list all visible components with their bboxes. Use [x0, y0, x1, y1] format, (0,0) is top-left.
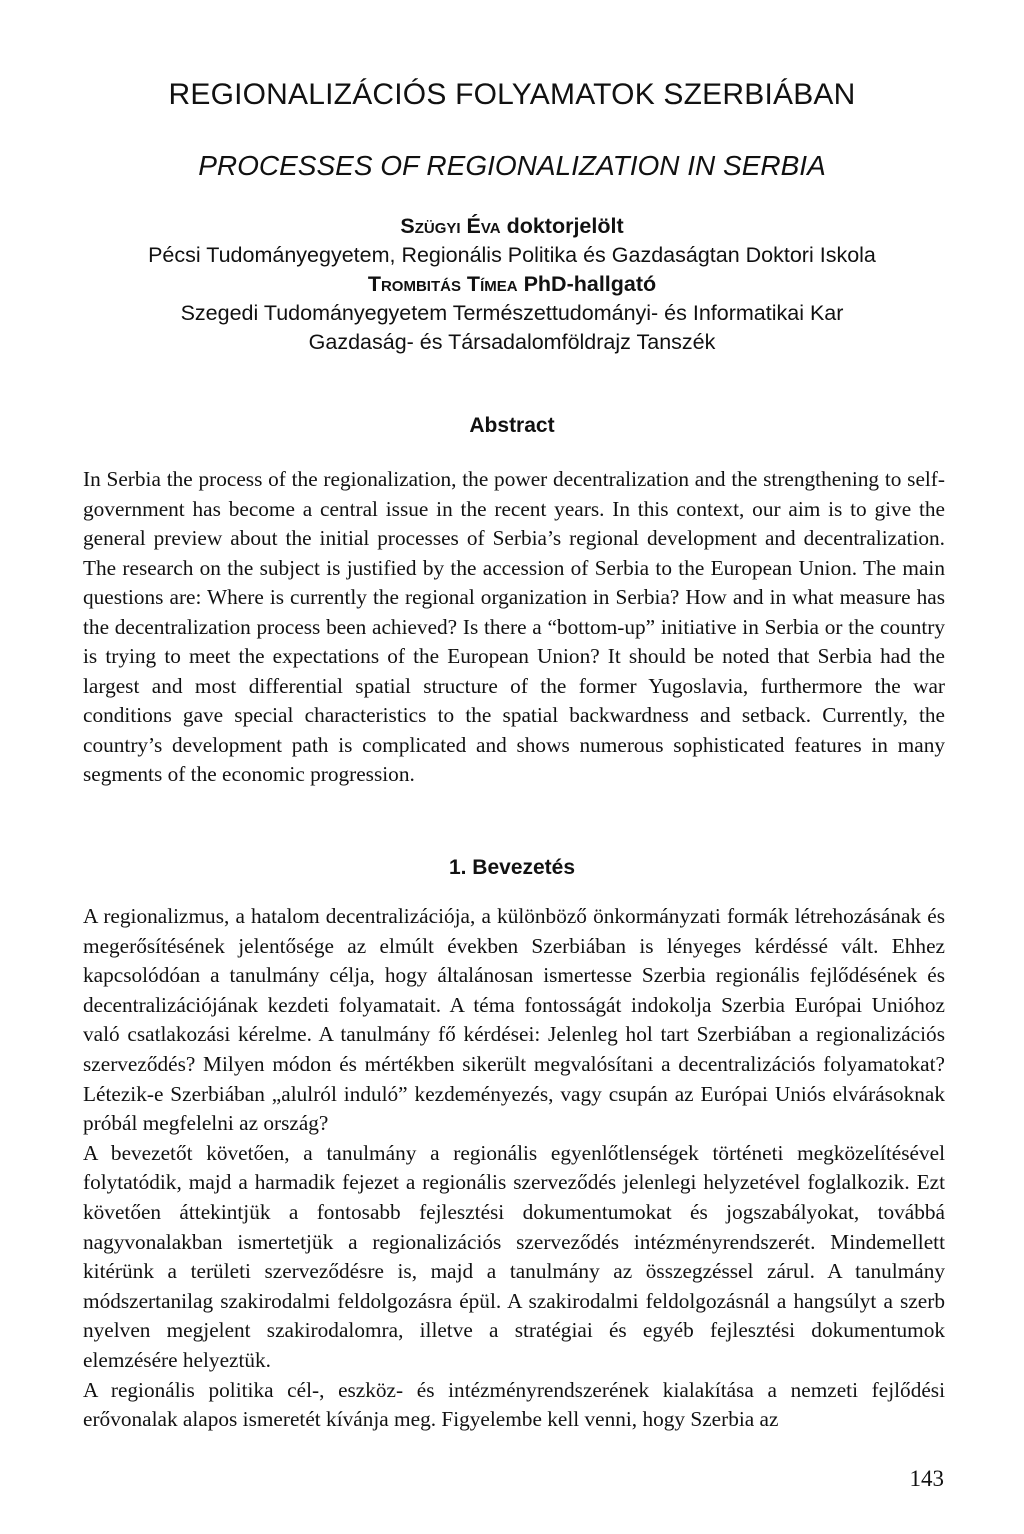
section-heading: 1. Bevezetés — [448, 856, 576, 879]
abstract-text: In Serbia the process of the regionalization, the power decentralization and the strengthening to self-government has become a central issue in the recent years. In this context, our aim is to give the general preview about the initial processes of Serbia’s regional development and decentralization. The research on the subject is justified by the accession of Serbia to the European Union. The main questions are: Where is currently the regional organization in Serbia? How and in what measure has the decentralization process been achieved? Is there a “bottom-up” initiative in Serbia or the country is trying to meet the expectations of the European Union? It should be noted that Serbia had the largest and most differential spatial structure of the former Yugoslavia, furthermore the war conditions gave special characteristics to the spatial backwardness and setback. Currently, the country’s development path is complicated and shows numerous sophisticated features in many segments of the economic progression. — [83, 467, 945, 786]
author2-line — [0, 270, 1024, 299]
author2-role: PhD-hallgató — [523, 272, 657, 296]
author2-affiliation-line1: Szegedi Tudományegyetem Természettudományi- és Informatikai Kar — [180, 301, 844, 325]
title-hungarian: REGIONALIZÁCIÓS FOLYAMATOK SZERBIÁBAN — [168, 78, 856, 111]
author2-name: Trombitás Tímea — [367, 272, 518, 296]
author1-role: doktorjelölt — [506, 214, 624, 238]
author2-affiliation-line2: Gazdaság- és Társadalomföldrajz Tanszék — [308, 330, 716, 354]
author-block — [0, 212, 1024, 357]
page-number: 143 — [909, 1466, 944, 1491]
abstract-heading: Abstract — [469, 414, 555, 437]
author1-name: Szügyi Éva — [400, 214, 501, 238]
title-english: PROCESSES OF REGIONALIZATION IN SERBIA — [198, 150, 826, 181]
author1-affiliation: Pécsi Tudományegyetem, Regionális Politika és Gazdaságtan Doktori Iskola — [148, 243, 876, 267]
author1-line — [0, 212, 1024, 241]
body-paragraph: A bevezetőt követően, a tanulmány a regionális egyenlőtlenségek történeti megközelítésével folytatódik, majd a harmadik fejezet a regionális szerveződés jelenlegi helyzetével foglalkozik. Ezt követően áttekintjük a fontosabb fejlesztési dokumentumokat és jogszabályokat, továbbá nagyvonalakban ismertetjük a regionalizációs szerveződés intézményrendszerét. Mindemellett kitérünk a területi szerveződésre is, majd a tanulmány az összegzéssel zárul. A tanulmány módszertanilag szakirodalmi feldolgozásra épül. A szakirodalmi feldolgozásnál a hangsúlyt a szerb nyelven megjelent szakirodalomra, illetve a stratégiai és egyéb fejlesztési dokumentumok elemzésére helyeztük. — [83, 1140, 945, 1372]
body-paragraph: A regionalizmus, a hatalom decentralizációja, a különböző önkormányzati formák létrehozásának és megerősítésének jelentősége az elmúlt években Szerbiában is lényeges kérdéssé vált. Ehhez kapcsolódóan a tanulmány célja, hogy általánosan ismertesse Szerbia regionális fejlődésének és decentralizációjának kezdeti folyamatait. A téma fontosságát indokolja Szerbia Európai Unióhoz való csatlakozási kérelme. A tanulmány fő kérdései: Jelenleg hol tart Szerbiában a regionalizációs szerveződés? Milyen módon és mértékben sikerült megvalósítani a decentralizációs folyamatokat? Létezik-e Szerbiában „alulról induló” kezdeményezés, vagy csupán az Európai Uniós elvárásoknak próbál megfelelni az ország? — [83, 904, 945, 1136]
section-body — [83, 902, 945, 1435]
body-paragraph: A regionális politika cél-, eszköz- és intézményrendszerének kialakítása a nemzeti fejlődési erővonalak alapos ismeretét kívánja meg. Figyelembe kell venni, hogy Szerbia az — [83, 1377, 945, 1432]
